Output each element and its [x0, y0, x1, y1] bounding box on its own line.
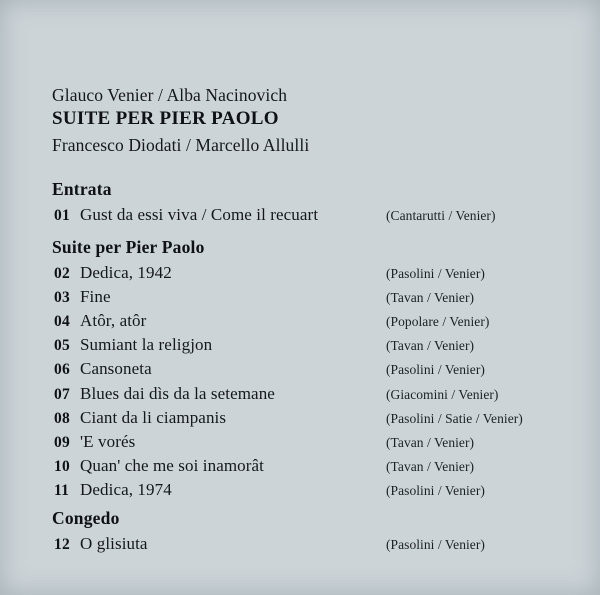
track-row: [52, 478, 572, 502]
section-suite: [52, 237, 572, 502]
track-credit: (Tavan / Venier): [386, 338, 475, 354]
section-congedo: [52, 508, 572, 556]
track-credit: (Pasolini / Venier): [386, 265, 485, 281]
credits-block: [52, 84, 572, 157]
track-title: Dedica, 1974: [80, 480, 172, 500]
track-number: 05: [54, 337, 70, 355]
track-title: Cansoneta: [80, 359, 152, 379]
track-row: [52, 285, 572, 309]
track-title: Atôr, atôr: [80, 311, 147, 331]
track-title: Fine: [80, 287, 111, 307]
track-number: 08: [54, 409, 70, 427]
track-title: Sumiant la religjon: [80, 335, 213, 355]
track-row: [52, 357, 572, 381]
track-number: 06: [54, 361, 70, 379]
performers-top: Glauco Venier / Alba Nacinovich: [52, 85, 288, 105]
track-row: [52, 532, 572, 556]
track-credit: (Giacomini / Venier): [386, 386, 499, 402]
section-heading: Suite per Pier Paolo: [52, 236, 205, 257]
track-title: O glisiuta: [80, 534, 148, 554]
track-title: Gust da essi viva / Come il recuart: [80, 204, 319, 224]
track-credit: (Tavan / Venier): [386, 434, 475, 450]
track-number: 01: [54, 206, 70, 224]
track-row: [52, 430, 572, 454]
track-credit: (Tavan / Venier): [386, 290, 475, 306]
track-credit: (Cantarutti / Venier): [386, 207, 496, 223]
track-row: [52, 406, 572, 430]
track-row: [52, 203, 572, 227]
track-credit: (Tavan / Venier): [386, 458, 475, 474]
track-title: 'E vorés: [80, 431, 136, 451]
performers-bottom: Francesco Diodati / Marcello Allulli: [52, 135, 310, 156]
track-row: [52, 309, 572, 333]
section-entrata: [52, 179, 572, 227]
track-credit: (Pasolini / Venier): [386, 362, 485, 378]
tracklist-content: [52, 84, 572, 558]
track-title: Blues dai dìs da la setemane: [80, 383, 275, 403]
track-row: [52, 261, 572, 285]
track-number: 02: [54, 264, 70, 282]
section-heading: Congedo: [52, 508, 120, 529]
track-credit: (Pasolini / Venier): [386, 483, 485, 499]
track-number: 11: [54, 482, 70, 500]
track-credit: (Popolare / Venier): [386, 314, 490, 330]
track-number: 03: [54, 289, 70, 307]
track-title: Dedica, 1942: [80, 262, 172, 282]
track-credit: (Pasolini / Satie / Venier): [386, 410, 523, 426]
track-title: Ciant da li ciampanis: [80, 407, 227, 427]
track-title: Quan' che me soi inamorât: [80, 455, 265, 475]
track-number: 04: [54, 313, 70, 331]
track-number: 12: [54, 536, 70, 554]
track-row: [52, 382, 572, 406]
track-row: [52, 333, 572, 357]
section-heading: Entrata: [52, 178, 112, 199]
track-number: 10: [54, 457, 70, 475]
track-credit: (Pasolini / Venier): [386, 537, 485, 553]
track-number: 09: [54, 433, 70, 451]
track-number: 07: [54, 385, 70, 403]
track-row: [52, 454, 572, 478]
album-title: SUITE PER PIER PAOLO: [52, 108, 279, 130]
